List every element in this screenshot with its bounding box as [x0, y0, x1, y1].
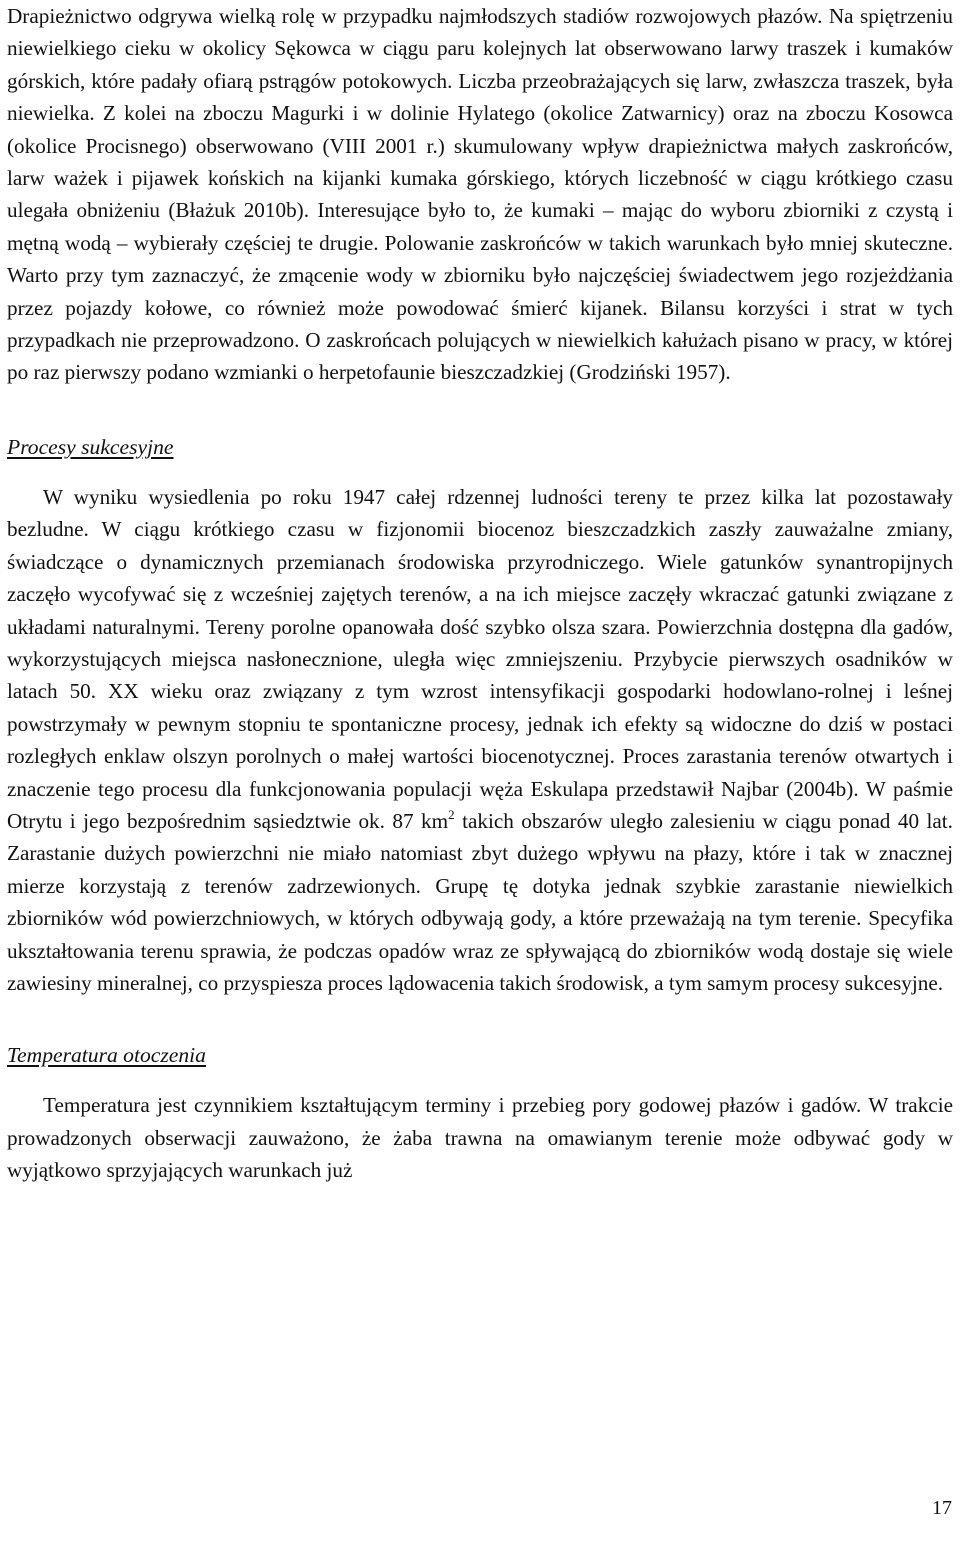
section-heading: Procesy sukcesyjne [7, 434, 174, 459]
paragraph [7, 481, 953, 1000]
paragraph-text: takich obszarów uległo zalesieniu w ciągu ponad 40 lat. Zarastanie dużych powierzchni nie miało natomiast zbyt dużego wpływu na płazy, które i tak w znacznej mierze korzystają z terenów zadrzewionych. Grupę tę dotyka jednak szybkie zarastanie niewielkich zbiorników wód powierzchniowych, w których odbywają gody, a które przeważają na tym terenie. Specyfika ukształtowania terenu sprawia, że podczas opadów wraz ze spływającą do zbiorników wodą dostaje się wiele zawiesiny mineralnej, co przyspiesza proces lądowacenia takich środowisk, a tym samym procesy sukcesyjne. [7, 808, 953, 995]
page-number: 17 [932, 1497, 952, 1519]
paragraph: Temperatura jest czynnikiem kształtującym terminy i przebieg pory godowej płazów i gadów. W trakcie prowadzonych obserwacji zauważono, że żaba trawna na omawianym terenie może odbywać gody w wyjątkowo sprzyjających warunkach już [7, 1093, 953, 1183]
section-heading: Temperatura otoczenia [7, 1043, 206, 1068]
document-page [7, 0, 953, 1187]
superscript: 2 [448, 806, 455, 822]
paragraph: Drapieżnictwo odgrywa wielką rolę w przypadku najmłodszych stadiów rozwojowych płazów. Na spiętrzeniu niewielkiego cieku w okolicy Sękowca w ciągu paru kolejnych lat obserwowano larwy traszek i kumaków górskich, które padały ofiarą pstrągów potokowych. Liczba przeobrażających się larw, zwłaszcza traszek, była niewielka. Z kolei na zboczu Magurki i w dolinie Hylatego (okolice Zatwarnicy) oraz na zboczu Kosowca (okolice Procisnego) obserwowano (VIII 2001 r.) skumulowany wpływ drapieżnictwa małych zaskrońców, larw ważek i pijawek końskich na kijanki kumaka górskiego, których liczebność w ciągu krótkiego czasu ulegała obniżeniu (Błażuk 2010b). Interesujące było to, że kumaki – mając do wyboru zbiorniki z czystą i mętną wodą – wybierały częściej te drugie. Polowanie zaskrońców w takich warunkach było mniej skuteczne. Warto przy tym zaznaczyć, że zmącenie wody w zbiorniku było najczęściej świadectwem jego rozjeżdżania przez pojazdy kołowe, co również może powodować śmierć kijanek. Bilansu korzyści i strat w tych przypadkach nie przeprowadzono. O zaskrońcach polujących w niewielkich kałużach pisano w pracy, w której po raz pierwszy podano wzmianki o herpetofaunie bieszczadzkiej (Grodziński 1957). [7, 4, 953, 385]
paragraph-text: W wyniku wysiedlenia po roku 1947 całej rdzennej ludności tereny te przez kilka lat pozostawały bezludne. W ciągu krótkiego czasu w fizjonomii biocenoz bieszczadzkich zaszły zauważalne zmiany, świadczące o dynamicznych przemianach środowiska przyrodniczego. Wiele gatunków synantropijnych zaczęło wycofywać się z wcześniej zajętych terenów, a na ich miejsce zaczęły wkraczać gatunki związane z układami naturalnymi. Tereny porolne opanowała dość szybko olsza szara. Powierzchnia dostępna dla gadów, wykorzystujących miejsca nasłonecznione, uległa więc zmniejszeniu. Przybycie pierwszych osadników w latach 50. XX wieku oraz związany z tym wzrost intensyfikacji gospodarki hodowlano-rolnej i leśnej powstrzymały w pewnym stopniu te spontaniczne procesy, jednak ich efekty są widoczne do dziś w postaci rozległych enklaw olszyn porolnych o małej wartości biocenotycznej. Proces zarastania terenów otwartych i znaczenie tego procesu dla funkcjonowania populacji węża Eskulapa przedstawił Najbar (2004b). W paśmie Otrytu i jego bezpośrednim sąsiedztwie ok. 87 km [7, 484, 953, 833]
